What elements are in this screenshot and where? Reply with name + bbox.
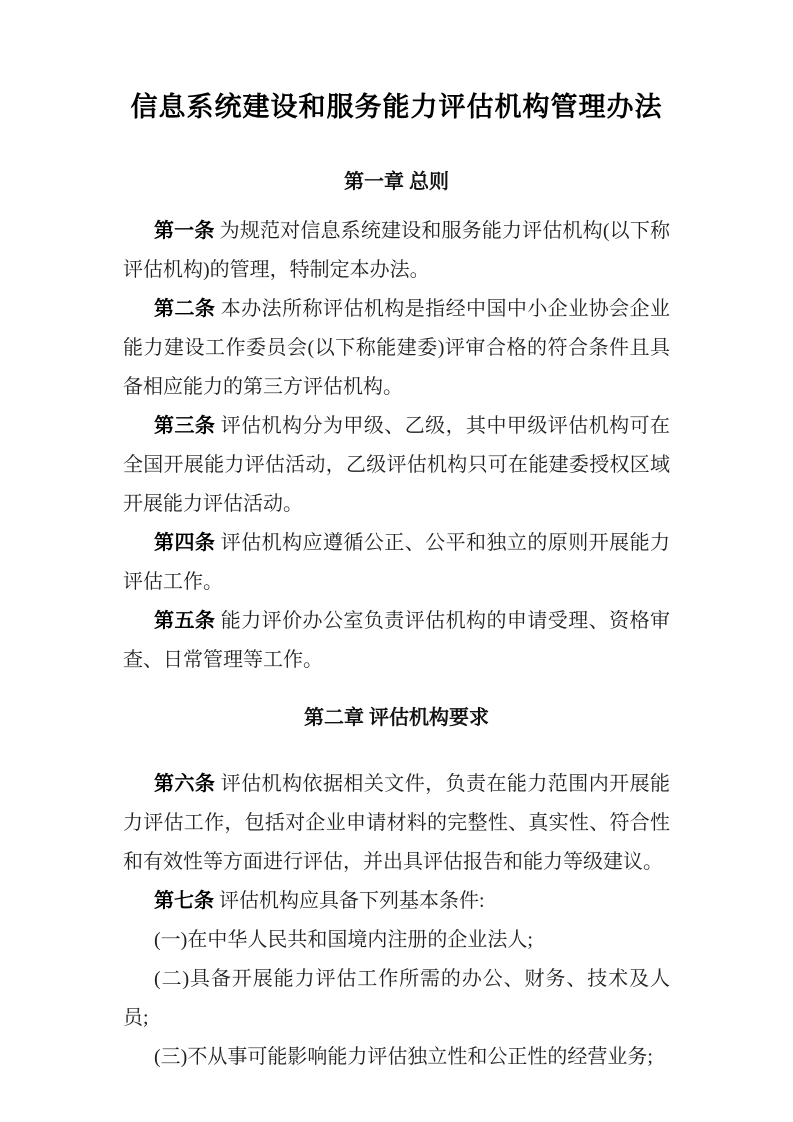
- document-title: 信息系统建设和服务能力评估机构管理办法: [130, 92, 663, 122]
- article-paragraph: 第四条 评估机构应遵循公正、公平和独立的原则开展能力评估工作。: [123, 532, 671, 593]
- article-number: 第五条: [154, 610, 216, 632]
- article-number: 第二条: [154, 298, 216, 320]
- list-item-paragraph: (二)具备开展能力评估工作所需的办公、财务、技术及人员;: [123, 968, 670, 1029]
- article-paragraph: 第二条 本办法所称评估机构是指经中国中小企业协会企业能力建设工作委员会(以下称能建委)评审合格的符合条件且具备相应能力的第三方评估机构。: [123, 298, 671, 398]
- article-number: 第一条: [154, 220, 215, 242]
- document-body: [123, 168, 670, 1077]
- article-number: 第三条: [154, 415, 216, 437]
- article-number: 第四条: [154, 532, 216, 554]
- list-item-paragraph: (三)不从事可能影响能力评估独立性和公正性的经营业务;: [154, 1046, 653, 1068]
- article-paragraph: 第三条 评估机构分为甲级、乙级，其中甲级评估机构可在全国开展能力评估活动，乙级评估机构只可在能建委授权区域开展能力评估活动。: [123, 415, 671, 515]
- article-number: 第七条: [154, 890, 214, 912]
- article-paragraph: 第五条 能力评价办公室负责评估机构的申请受理、资格审查、日常管理等工作。: [123, 610, 671, 671]
- chapter-heading: 第一章 总则: [344, 171, 449, 193]
- article-paragraph: 第一条 为规范对信息系统建设和服务能力评估机构(以下称评估机构)的管理，特制定本办法。: [123, 220, 670, 281]
- list-item-paragraph: (一)在中华人民共和国境内注册的企业法人;: [154, 929, 533, 951]
- article-paragraph: 第七条 评估机构应具备下列基本条件:: [154, 890, 485, 912]
- article-paragraph: 第六条 评估机构依据相关文件，负责在能力范围内开展能力评估工作，包括对企业申请材料的完整性、真实性、符合性和有效性等方面进行评估，并出具评估报告和能力等级建议。: [123, 773, 671, 873]
- article-number: 第六条: [154, 773, 216, 795]
- chapter-heading: 第二章 评估机构要求: [304, 707, 489, 729]
